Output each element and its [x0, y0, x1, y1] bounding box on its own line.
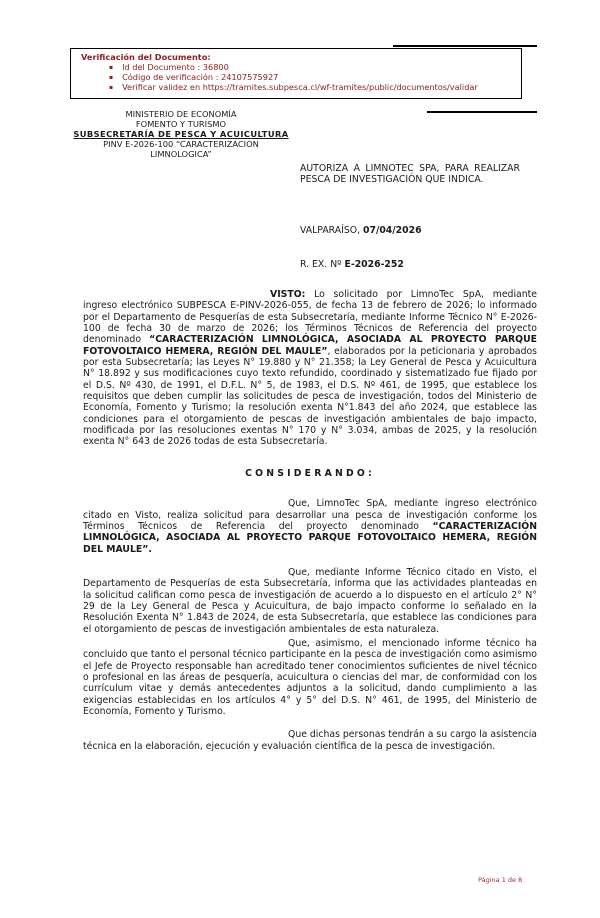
verification-box — [70, 48, 522, 99]
verification-url-text: Verificar validez en https://tramites.subpesca.cl/wf-tramites/public/documentos/validar — [122, 82, 478, 93]
visto-label: VISTO: — [270, 289, 306, 300]
pinv-reference-line-2: LIMNOLOGICA” — [150, 149, 212, 159]
letterhead — [58, 109, 304, 159]
scan-artifact-line-mid — [427, 111, 537, 113]
considerando-paragraph-4: Que dichas personas tendrán a su cargo la asistencia técnica en la elaboración, ejecución y evaluación científica de la pesca de investigación. — [83, 729, 537, 752]
resolution-prefix: R. EX. Nº — [300, 259, 345, 270]
ministry-line-2: FOMENTO Y TURISMO — [135, 119, 227, 129]
verification-item-url — [81, 83, 515, 92]
page-number-footer: Página 1 de 8 — [478, 876, 523, 884]
square-bullet-icon: ▪ — [109, 64, 114, 72]
subsecretaria-title: SUBSECRETARÍA DE PESCA Y ACUICULTURA — [73, 129, 289, 139]
considerando-paragraph-2: Que, mediante Informe Técnico citado en Visto, el Departamento de Pesquerías de esta Subsecretaría, informa que las actividades planteadas en la solicitud califican como pesca de investigación de acuerdo a lo dispuesto en el artículo 2° N° 29 de la Ley General de Pesca y Acuicultura, de bajo impacto conforme lo señalado en la Resolución Exenta N° 1.843 de 2024, de esta Subsecretaría, que establece las condiciones para el otorgamiento de pescas de investigación ambientales de esta naturaleza. — [83, 566, 537, 635]
considerando-paragraph-1 — [83, 498, 537, 555]
square-bullet-icon: ▪ — [109, 74, 114, 82]
visto-project-name: “CARACTERIZACIÓN LIMNOLÓGICA, ASOCIADA AL PROYECTO PARQUE FOTOVOLTAICO HEMERA, REGIÓN DEL MAULE” — [83, 334, 537, 357]
verification-item-text: Código de verificación : 24107575927 — [122, 72, 279, 83]
considerando-1-project-name: “CARACTERIZACIÓN LIMNOLÓGICA, ASOCIADA AL PROYECTO PARQUE FOTOVOLTAICO HEMERA, REGIÓN DEL MAULE”. — [83, 520, 537, 555]
pinv-reference-line-1: PINV E-2026-100 “CARACTERIZACION — [103, 139, 259, 149]
visto-text-1: Lo solicitado por LimnoTec SpA, mediante ingreso electrónico SUBPESCA E-PINV-2026-055, de fecha 13 de febrero de 2026; lo informado por el Departamento de Pesquerías de esta Subsecretaría, mediante Informe Técnico N° E-2026-100 de fecha 30 de marzo de 2026; los Términos Técnicos de Referencia del proyecto denominado — [83, 289, 537, 346]
subject-text: AUTORIZA A LIMNOTEC SPA, PARA REALIZAR PESCA DE INVESTIGACIÓN QUE INDICA. — [300, 163, 520, 186]
resolution-number-value: E-2026-252 — [344, 259, 404, 270]
square-bullet-icon: ▪ — [109, 84, 114, 92]
scan-artifact-line-top — [393, 45, 537, 47]
date-value: 07/04/2026 — [363, 225, 422, 236]
place-date — [300, 225, 422, 236]
verification-item-list — [81, 63, 515, 92]
place-label: VALPARAÍSO, — [300, 225, 363, 236]
considerando-heading: CONSIDERANDO: — [245, 467, 375, 479]
ministry-line-1: MINISTERIO DE ECONOMÍA — [125, 109, 237, 119]
verification-title: Verificación del Documento: — [81, 52, 211, 62]
considerando-paragraph-3: Que, asimismo, el mencionado informe técnico ha concluido que tanto el personal técnico participante en la pesca de investigación como asimismo el Jefe de Proyecto responsable han acreditado tener conocimientos suficientes de nivel técnico o profesional en las áreas de pesquería, acuicultura o ciencias del mar, de conformidad con los currículum vitae y demás antecedentes adjuntos a la solicitud, dando cumplimiento a las exigencias establecidas en los artículos 4° y 5° del D.S. N° 461, de 1995, del Ministerio de Economía, Fomento y Turismo. — [83, 637, 537, 717]
considerando-1-text: Que, LimnoTec SpA, mediante ingreso electrónico citado en Visto, realiza solicitud para desarrollar una pesca de investigación conforme los Términos Técnicos de Referencia del proyecto denominado — [83, 498, 537, 532]
verification-item-text: Id del Documento : 36800 — [122, 62, 229, 73]
visto-text-2: , elaborados por la peticionaria y aprobados por esta Subsecretaría; las Leyes N° 19.880 y N° 21.358; la Ley General de Pesca y Acuicultura N° 18.892 y sus modificaciones cuyo texto refundido, coordinado y sistematizado fue fijado por el D.S. Nº 430, de 1991, el D.F.L. N° 5, de 1983, el D.S. Nº 461, de 1995, que establece los requisitos que deben cumplir las solicitudes de pesca de investigación, todos del Ministerio de Economía, Fomento y Turismo; la resolución exenta N°1.843 del año 2024, que establece las condiciones para el otorgamiento de pescas de investigación ambientales de bajo impacto, modificada por las resoluciones exentas N° 170 y N° 3.034, ambas de 2025, y la resolución exenta N° 643 de 2026 todas de esta Subsecretaría. — [83, 345, 537, 448]
document-body — [83, 289, 537, 752]
visto-paragraph — [83, 289, 537, 448]
resolution-number — [300, 259, 404, 270]
